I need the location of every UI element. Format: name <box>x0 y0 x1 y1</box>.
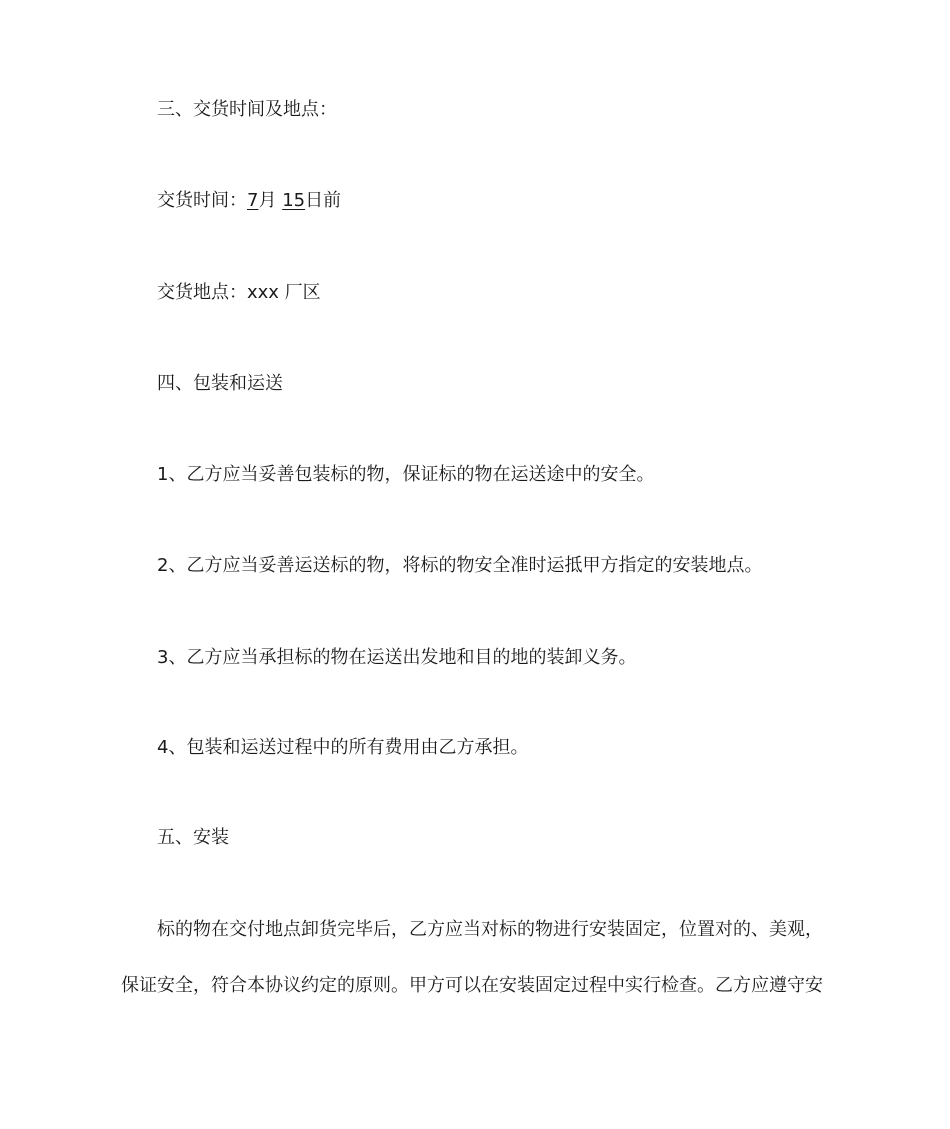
section-4-item: 2、乙方应当妥善运送标的物，将标的物安全准时运抵甲方指定的安装地点。 <box>157 555 763 576</box>
section-3-heading: 三、交货时间及地点： <box>157 99 337 120</box>
delivery-month-value: 7 <box>247 190 259 211</box>
delivery-day-unit: 日前 <box>305 190 342 211</box>
section-4-heading: 四、包装和运送 <box>157 373 283 394</box>
delivery-place-line <box>157 281 321 305</box>
section-5-heading: 五、安装 <box>157 827 229 848</box>
section-4-item: 4、包装和运送过程中的所有费用由乙方承担。 <box>157 737 529 758</box>
delivery-day-value: 15 <box>282 190 306 211</box>
delivery-time-label: 交货时间： <box>157 190 247 211</box>
section-5-paragraph-line-1: 标的物在交付地点卸货完毕后，乙方应当对标的物进行安装固定，位置对的、美观， <box>157 919 823 940</box>
delivery-place-label: 交货地点： <box>157 282 247 303</box>
section-5-paragraph-line-2: 保证安全，符合本协议约定的原则。甲方可以在安装固定过程中实行检查。乙方应遵守安 <box>121 975 823 996</box>
delivery-time-line <box>157 189 341 213</box>
delivery-place-value: xxx 厂区 <box>247 282 321 303</box>
delivery-month-unit: 月 <box>258 190 277 211</box>
section-4-item: 3、乙方应当承担标的物在运送出发地和目的地的装卸义务。 <box>157 647 637 668</box>
section-4-item: 1、乙方应当妥善包装标的物，保证标的物在运送途中的安全。 <box>157 464 655 485</box>
